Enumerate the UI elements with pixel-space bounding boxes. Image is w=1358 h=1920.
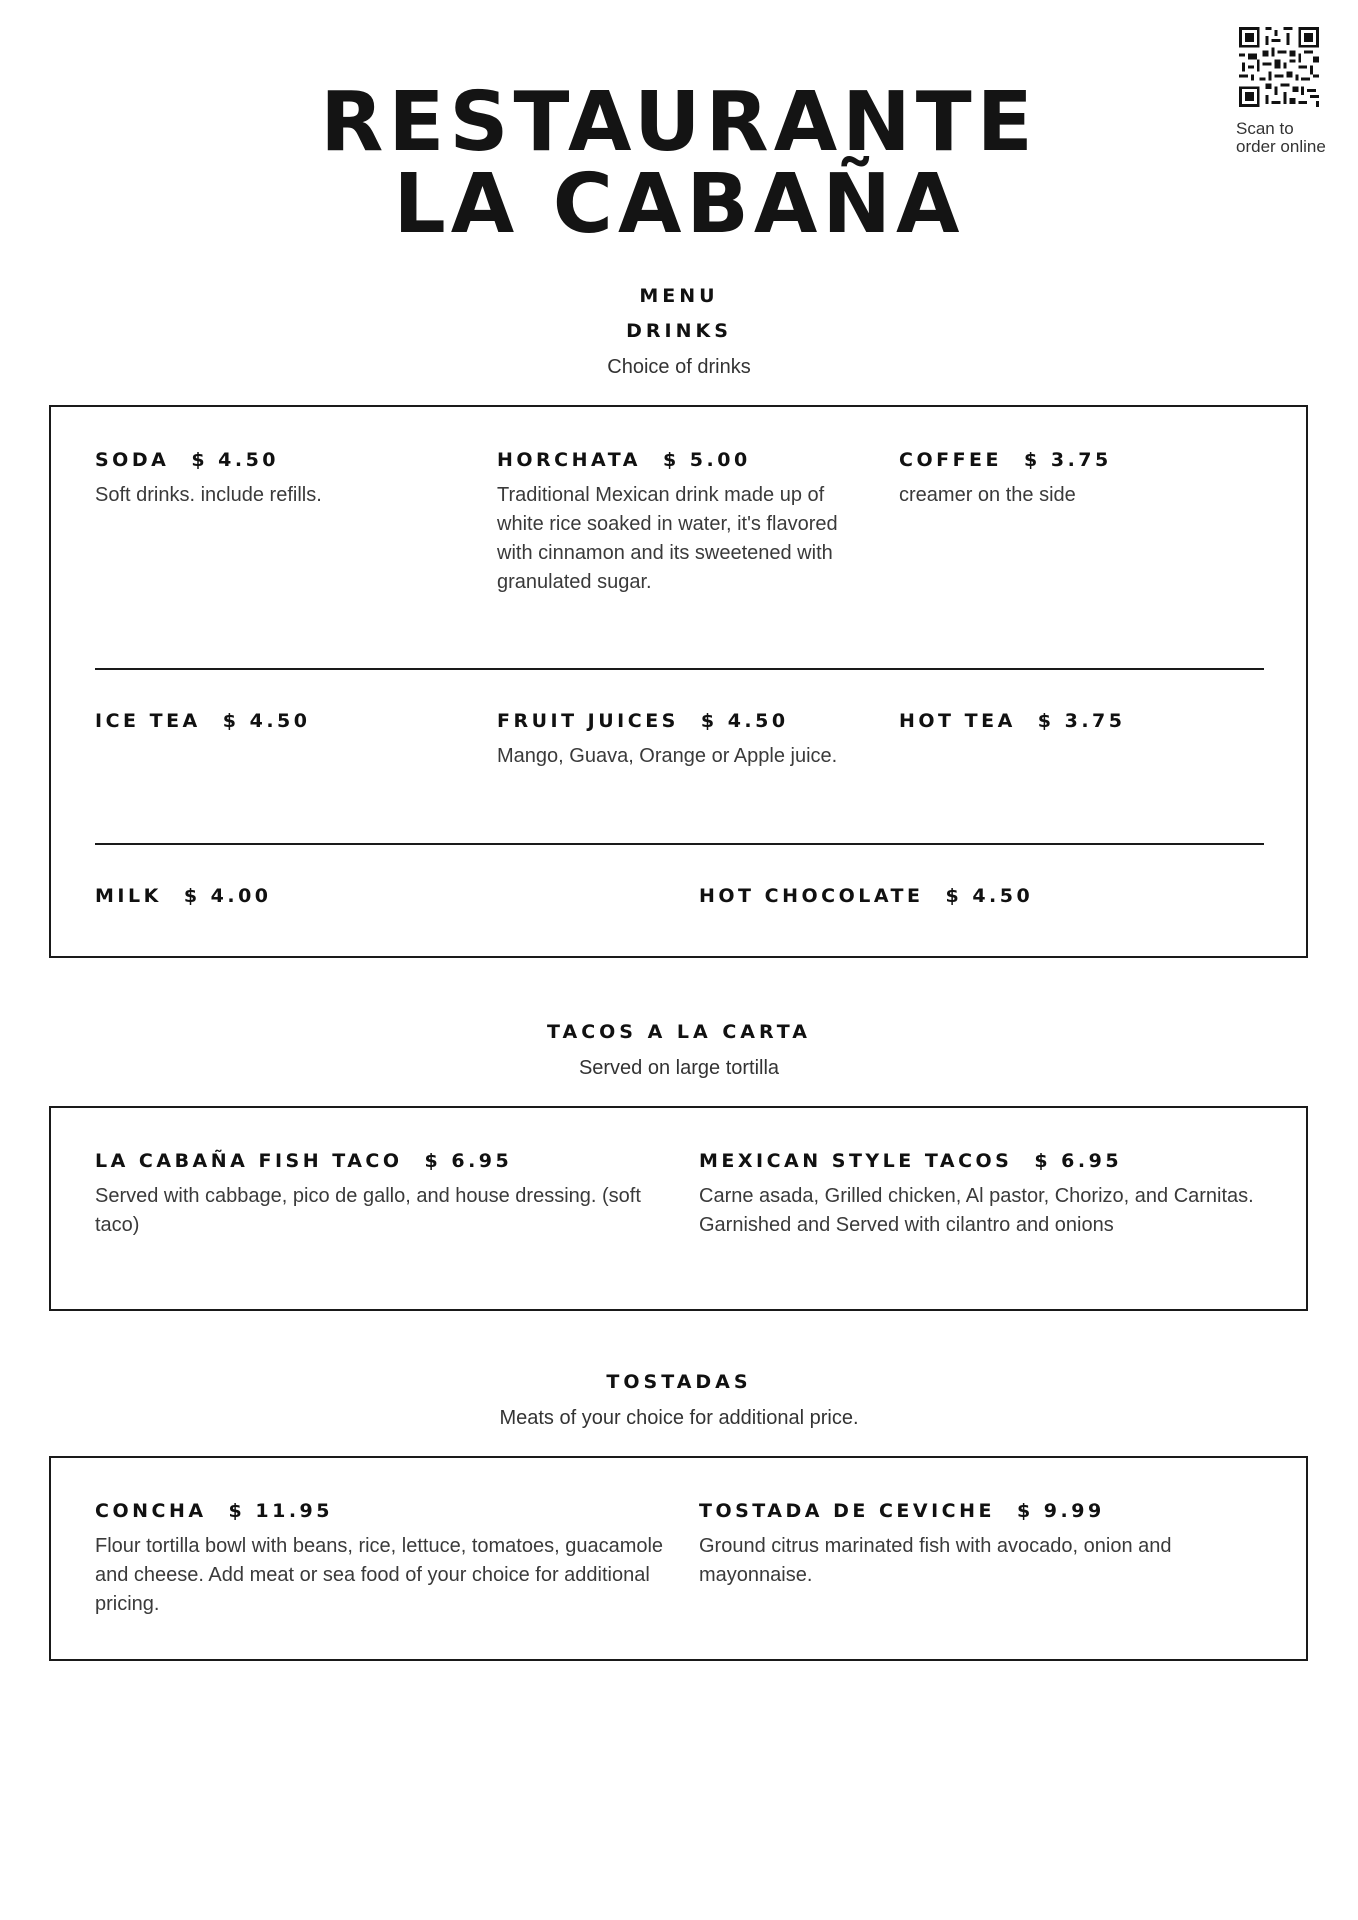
item-name: HOT CHOCOLATE [699, 885, 924, 907]
tostadas-section-title: TOSTADAS [606, 1371, 752, 1393]
menu-item-coffee [899, 449, 1259, 510]
item-description: creamer on the side [899, 484, 1076, 506]
item-name: COFFEE [899, 449, 1003, 471]
menu-item-fruit-juices [497, 710, 857, 771]
divider [95, 843, 1264, 845]
tacos-section-subtitle: Served on large tortilla [578, 1057, 780, 1079]
item-price: $ 3.75 [1024, 449, 1112, 471]
qr-code-icon[interactable] [1236, 24, 1322, 110]
menu-item-ice-tea [95, 710, 455, 732]
item-price: $ 9.99 [1016, 1500, 1105, 1522]
item-description: Ground citrus marinated fish with avocado, onion and mayonnaise. [699, 1535, 1172, 1586]
drinks-section-title: DRINKS [626, 320, 732, 342]
item-name: HOT TEA [899, 710, 1016, 732]
item-description: Traditional Mexican drink made up of white rice soaked in water, it's flavored with cinnamon and its sweetened with granulated sugar. [497, 484, 838, 593]
qr-caption: Scan to order online [1236, 119, 1326, 156]
item-name: TOSTADA DE CEVICHE [699, 1500, 995, 1522]
menu-item-mexican-style-tacos [699, 1150, 1264, 1240]
restaurant-title [0, 75, 1358, 252]
item-name: MILK [95, 885, 162, 907]
tostadas-menu-box [49, 1456, 1308, 1661]
menu-item-tostada-de-ceviche [699, 1500, 1264, 1590]
item-name: CONCHA [95, 1500, 207, 1522]
item-price: $ 6.95 [1034, 1150, 1123, 1172]
tacos-section-title: TACOS A LA CARTA [547, 1021, 811, 1043]
item-name: MEXICAN STYLE TACOS [699, 1150, 1013, 1172]
item-description: Carne asada, Grilled chicken, Al pastor, Chorizo, and Carnitas. Garnished and Served with cilantro and onions [699, 1185, 1254, 1236]
item-price: $ 3.75 [1037, 710, 1126, 732]
item-price: $ 4.50 [191, 449, 280, 471]
item-name: SODA [95, 449, 170, 471]
item-description: Served with cabbage, pico de gallo, and house dressing. (soft taco) [95, 1185, 641, 1236]
item-price: $ 4.50 [700, 710, 789, 732]
tostadas-section-subtitle: Meats of your choice for additional price. [499, 1407, 859, 1429]
item-name: FRUIT JUICES [497, 710, 679, 732]
item-price: $ 6.95 [424, 1150, 513, 1172]
item-price: $ 4.50 [945, 885, 1034, 907]
divider [95, 668, 1264, 670]
item-price: $ 4.00 [183, 885, 272, 907]
menu-item-horchata [497, 449, 857, 597]
item-name: LA CABAÑA FISH TACO [95, 1150, 403, 1172]
item-name: ICE TEA [95, 710, 201, 732]
menu-item-concha [95, 1500, 665, 1619]
drinks-menu-box [49, 405, 1308, 958]
menu-item-hot-chocolate [699, 885, 1259, 907]
menu-item-hot-tea [899, 710, 1259, 732]
title-line-2: LA CABAÑA [393, 157, 965, 252]
menu-item-milk [95, 885, 655, 907]
menu-item-la-cabana-fish-taco [95, 1150, 665, 1240]
item-price: $ 4.50 [222, 710, 311, 732]
item-price: $ 5.00 [662, 449, 751, 471]
tacos-menu-box [49, 1106, 1308, 1311]
item-description: Soft drinks. include refills. [95, 484, 322, 506]
item-name: HORCHATA [497, 449, 641, 471]
title-line-1: RESTAURANTE [320, 75, 1038, 170]
item-description: Flour tortilla bowl with beans, rice, lettuce, tomatoes, guacamole and cheese. Add meat or sea food of your choice for additional pricing. [95, 1535, 664, 1615]
item-description: Mango, Guava, Orange or Apple juice. [497, 745, 838, 767]
menu-item-soda [95, 449, 455, 510]
item-price: $ 11.95 [228, 1500, 333, 1522]
drinks-section-subtitle: Choice of drinks [607, 356, 751, 378]
menu-label: MENU [639, 285, 719, 307]
